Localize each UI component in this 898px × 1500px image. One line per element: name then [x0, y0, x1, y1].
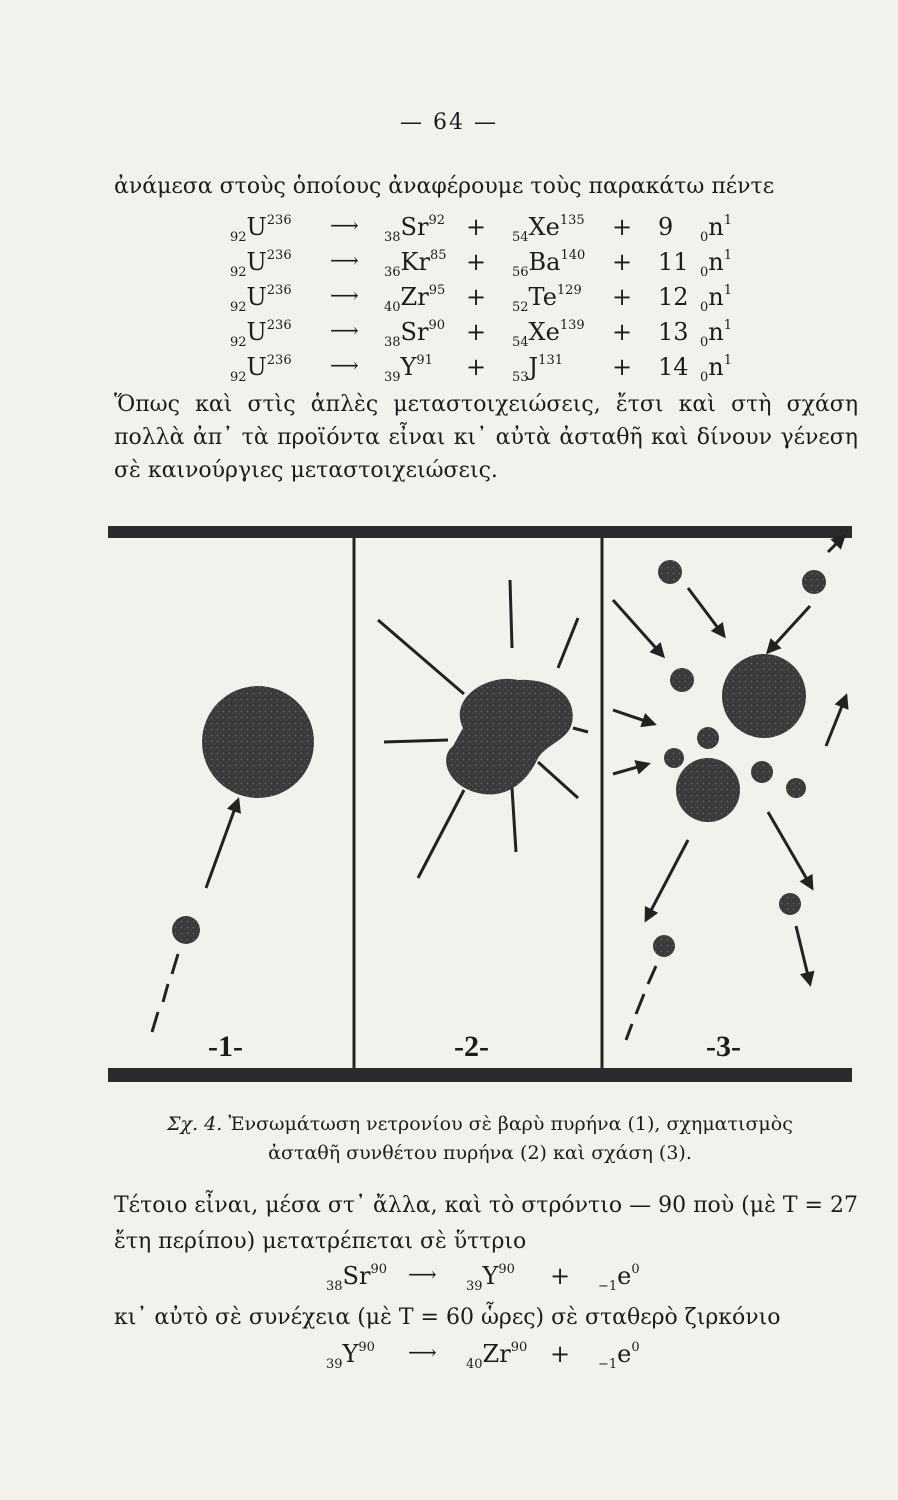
atomic-number: 38	[384, 230, 401, 245]
mass-number: 85	[429, 248, 447, 263]
atomic-number: 92	[230, 230, 247, 245]
element-symbol: U	[246, 318, 267, 346]
element-symbol: n	[708, 318, 724, 346]
atomic-number: 56	[512, 265, 529, 280]
mass-number: 0	[631, 1262, 640, 1277]
figure-top-bar	[108, 526, 852, 538]
mass-number: 139	[559, 318, 585, 333]
equation-yttrium-decay	[0, 1340, 898, 1380]
atomic-number: 39	[466, 1279, 483, 1294]
panel-label-1: -1-	[208, 1030, 243, 1063]
atomic-number: 54	[512, 230, 529, 245]
neutron-arrow	[613, 710, 654, 724]
neutron	[802, 570, 826, 594]
neutron-arrow	[646, 840, 688, 920]
neutron-trail-dash	[648, 966, 656, 984]
nuclide	[326, 1340, 375, 1372]
element-symbol: Sr	[400, 318, 429, 346]
neutron-count: 12	[658, 283, 689, 311]
ray-line	[384, 740, 448, 742]
neutron-arrow	[828, 536, 844, 552]
neutron-arrow	[768, 812, 812, 888]
figure-caption	[120, 1110, 840, 1168]
paragraph-unstable-products: Ὅπως καὶ στὶς ἁπλὲς μεταστοιχειώσεις, ἔτσι καὶ στὴ σχάση πολλὰ ἀπ᾿ τὰ προϊόντα εἶναι κι᾿ αὐτὰ ἀσταθῆ καὶ δίνουν γένεση σὲ καινούργιες μεταστοιχειώσεις.	[114, 392, 858, 483]
atomic-number: 0	[700, 265, 709, 280]
mass-number: 236	[266, 353, 292, 368]
mass-number: 236	[266, 318, 292, 333]
neutron-arrow	[826, 696, 846, 746]
reaction-arrow: ⟶	[330, 318, 359, 342]
nuclide	[384, 213, 446, 245]
panel-3-fission	[613, 536, 846, 1063]
neutron	[653, 935, 675, 957]
neutron	[664, 748, 684, 768]
neutron-arrow	[613, 764, 648, 774]
mass-number: 95	[428, 283, 446, 298]
nuclide	[230, 353, 292, 385]
atomic-number: 92	[230, 370, 247, 385]
atomic-number: 40	[466, 1357, 483, 1372]
element-symbol: Zr	[400, 283, 429, 311]
nuclide	[512, 248, 586, 280]
atomic-number: 92	[230, 335, 247, 350]
nuclide	[512, 353, 563, 385]
atomic-number: 54	[512, 335, 529, 350]
element-symbol: Xe	[528, 213, 560, 241]
ray-line	[538, 762, 578, 798]
atomic-number: 38	[326, 1279, 343, 1294]
reaction-arrow: ⟶	[330, 213, 359, 237]
mass-number: 236	[266, 248, 292, 263]
mass-number: 236	[266, 213, 292, 228]
nuclide	[512, 213, 585, 245]
caption-label: Σχ. 4.	[167, 1113, 223, 1135]
plus-sign: +	[466, 283, 487, 311]
reaction-arrow: ⟶	[408, 1340, 437, 1364]
nuclide	[230, 283, 292, 315]
atomic-number: 40	[384, 300, 401, 315]
panel-2-compound-nucleus	[378, 580, 588, 1063]
reaction-row	[0, 283, 898, 318]
paragraph-yttrium: κι᾿ αὐτὸ σὲ συνέχεια (μὲ Τ = 60 ὧρες) σὲ σταθερὸ ζιρκόνιο	[114, 1305, 781, 1330]
reaction-arrow: ⟶	[330, 248, 359, 272]
atomic-number: 39	[326, 1357, 343, 1372]
neutron	[172, 916, 200, 944]
panel-label-3: -3-	[706, 1030, 741, 1063]
mass-number: 90	[370, 1262, 388, 1277]
ray-line	[558, 618, 578, 668]
ray-line	[418, 790, 464, 878]
element-symbol: e	[617, 1340, 632, 1368]
element-symbol: n	[708, 248, 724, 276]
element-symbol: n	[708, 353, 724, 381]
neutron	[779, 893, 801, 915]
caption-line-2: ἀσταθῆ συνθέτου πυρήνα (2) καὶ σχάση (3).	[268, 1142, 692, 1164]
neutron-trail-dash	[626, 1024, 632, 1040]
atomic-number: 53	[512, 370, 529, 385]
mass-number: 140	[560, 248, 586, 263]
mass-number: 1	[723, 353, 733, 368]
element-symbol: Y	[482, 1262, 499, 1290]
element-symbol: Zr	[482, 1340, 511, 1368]
neutron-count: 11	[658, 248, 689, 276]
reaction-row	[0, 353, 898, 388]
nuclide	[512, 318, 585, 350]
atomic-number: 52	[512, 300, 529, 315]
mass-number: 1	[723, 248, 733, 263]
plus-sign: +	[612, 283, 633, 311]
nuclide	[230, 248, 292, 280]
atomic-number: 0	[700, 370, 709, 385]
neutron	[751, 761, 773, 783]
plus-sign: +	[612, 213, 633, 241]
nuclide	[700, 353, 733, 385]
plus-sign: +	[466, 248, 487, 276]
page-number: — 64 —	[400, 110, 498, 135]
neutron	[670, 668, 694, 692]
element-symbol: Ba	[528, 248, 561, 276]
nuclide	[700, 213, 733, 245]
atomic-number: 39	[384, 370, 401, 385]
neutron-arrow	[688, 588, 724, 636]
nuclide	[700, 318, 733, 350]
nuclide	[598, 1262, 640, 1294]
ray-line	[378, 620, 464, 694]
mass-number: 135	[559, 213, 585, 228]
atomic-number: −1	[598, 1357, 618, 1372]
nuclide	[512, 283, 582, 315]
mass-number: 0	[631, 1340, 640, 1355]
equation-strontium-decay	[0, 1262, 898, 1302]
neutron	[786, 778, 806, 798]
fission-fragment-small	[676, 758, 740, 822]
element-symbol: Y	[342, 1340, 359, 1368]
plus-sign: +	[612, 248, 633, 276]
atomic-number: 0	[700, 335, 709, 350]
element-symbol: Kr	[400, 248, 430, 276]
panel-label-2: -2-	[454, 1030, 489, 1063]
element-symbol: n	[708, 213, 724, 241]
caption-line-1: Ἐνσωμάτωση νετρονίου σὲ βαρὺ πυρήνα (1), σχηματισμὸς	[228, 1113, 793, 1135]
fission-figure	[108, 518, 852, 1096]
element-symbol: Xe	[528, 318, 560, 346]
nuclide	[598, 1340, 640, 1372]
ray-line	[510, 580, 512, 648]
reaction-row	[0, 318, 898, 353]
atomic-number: 0	[700, 230, 709, 245]
nuclide	[700, 283, 733, 315]
plus-sign: +	[466, 353, 487, 381]
ray-line	[512, 788, 516, 852]
neutron	[658, 560, 682, 584]
element-symbol: U	[246, 283, 267, 311]
neutron-trail-dash	[172, 954, 178, 974]
nuclide	[466, 1340, 528, 1372]
neutron-trail-dash	[163, 984, 168, 1002]
reaction-arrow: ⟶	[330, 283, 359, 307]
neutron-arrow	[796, 926, 810, 984]
ray-line	[573, 728, 588, 732]
neutron-trail-dash	[636, 994, 644, 1014]
intro-paragraph: ἀνάμεσα στοὺς ὁποίους ἀναφέρουμε τοὺς παρακάτω πέντε	[114, 174, 775, 199]
paragraph-strontium: Τέτοιο εἶναι, μέσα στ᾿ ἄλλα, καὶ τὸ στρόντιο — 90 ποὺ (μὲ Τ = 27 ἔτη περίπου) μετατρέπεται σὲ ὕττριο	[114, 1193, 858, 1254]
neutron-count: 13	[658, 318, 689, 346]
atomic-number: 36	[384, 265, 401, 280]
mass-number: 131	[538, 353, 563, 368]
nuclide	[326, 1262, 388, 1294]
heavy-nucleus	[202, 686, 314, 798]
nuclide	[700, 248, 733, 280]
nuclide	[384, 353, 433, 385]
element-symbol: U	[246, 213, 267, 241]
plus-sign: +	[466, 213, 487, 241]
atomic-number: 92	[230, 265, 247, 280]
fission-fragment-large	[722, 654, 806, 738]
nuclide	[384, 318, 446, 350]
mass-number: 236	[266, 283, 292, 298]
element-symbol: Sr	[342, 1262, 371, 1290]
element-symbol: J	[528, 353, 539, 381]
mass-number: 1	[723, 213, 733, 228]
atomic-number: −1	[598, 1279, 618, 1294]
element-symbol: U	[246, 353, 267, 381]
neutron-arrow	[768, 606, 810, 652]
neutron	[697, 727, 719, 749]
atomic-number: 38	[384, 335, 401, 350]
plus-sign: +	[550, 1340, 571, 1368]
mass-number: 90	[428, 318, 446, 333]
mass-number: 90	[498, 1262, 515, 1277]
plus-sign: +	[612, 353, 633, 381]
reaction-row	[0, 213, 898, 248]
element-symbol: Sr	[400, 213, 429, 241]
neutron-count: 9	[658, 213, 674, 241]
nuclide	[230, 213, 292, 245]
mass-number: 1	[723, 283, 733, 298]
mass-number: 90	[510, 1340, 528, 1355]
plus-sign: +	[612, 318, 633, 346]
atomic-number: 0	[700, 300, 709, 315]
element-symbol: e	[617, 1262, 632, 1290]
figure-bottom-bar	[108, 1068, 852, 1082]
mass-number: 129	[556, 283, 582, 298]
mass-number: 92	[428, 213, 446, 228]
neutron-trail-dash	[152, 1012, 158, 1032]
element-symbol: Te	[528, 283, 557, 311]
nuclide	[230, 318, 292, 350]
nuclide	[384, 248, 447, 280]
element-symbol: Y	[400, 353, 417, 381]
reaction-row	[0, 248, 898, 283]
neutron-arrow	[613, 600, 663, 656]
nuclide	[384, 283, 446, 315]
panel-1-absorption	[152, 686, 314, 1063]
plus-sign: +	[550, 1262, 571, 1290]
neutron-path-arrow	[206, 800, 238, 888]
element-symbol: U	[246, 248, 267, 276]
plus-sign: +	[466, 318, 487, 346]
nuclide	[466, 1262, 515, 1294]
reaction-arrow: ⟶	[408, 1262, 437, 1286]
element-symbol: n	[708, 283, 724, 311]
mass-number: 91	[416, 353, 433, 368]
reaction-arrow: ⟶	[330, 353, 359, 377]
mass-number: 1	[723, 318, 733, 333]
mass-number: 90	[358, 1340, 375, 1355]
neutron-count: 14	[658, 353, 689, 381]
atomic-number: 92	[230, 300, 247, 315]
